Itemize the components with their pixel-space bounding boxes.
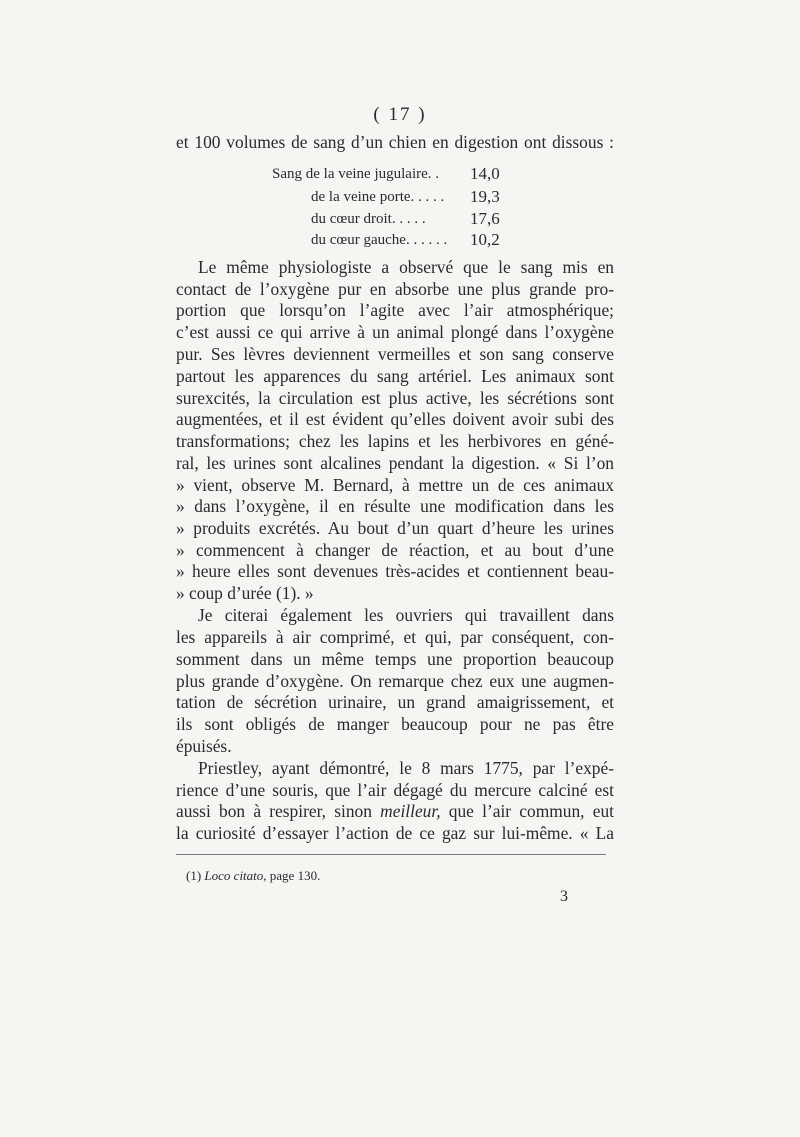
paragraph-line: Priestley, ayant démontré, le 8 mars 1775, par l’expé- <box>198 758 614 778</box>
paragraph-line: augmentées, et il est évident qu’elles doivent avoir subi des <box>176 409 614 429</box>
footnote-rule <box>176 854 606 855</box>
paragraph-line: portion que lorsqu’on l’agite avec l’air atmosphérique; <box>176 300 614 320</box>
paragraph-line: épuisés. <box>176 736 232 756</box>
intro-line: et 100 volumes de sang d’un chien en digestion ont dissous : <box>176 132 614 152</box>
table-value: 10,2 <box>470 230 500 249</box>
paragraph-line: » produits excrétés. Au bout d’un quart d’heure les urines <box>176 518 614 538</box>
footnote <box>186 868 320 884</box>
table-value: 17,6 <box>470 209 500 228</box>
paragraph-line: tation de sécrétion urinaire, un grand amaigrissement, et <box>176 692 614 712</box>
paragraph-line: Le même physiologiste a observé que le sang mis en <box>198 257 614 277</box>
footnote-italic: Loco citato, <box>204 868 267 883</box>
table-value: 14,0 <box>470 164 500 183</box>
table-label: de la veine porte. . . . . <box>311 189 445 205</box>
paragraph-line <box>176 800 614 822</box>
table-label: Sang de la veine jugulaire. . <box>272 166 440 182</box>
table-label: du cœur gauche. . . . . . <box>311 232 448 248</box>
paragraph-line: plus grande d’oxygène. On remarque chez eux une augmen- <box>176 671 614 691</box>
italic-word: meilleur, <box>380 801 441 821</box>
footnote-text: page 130. <box>266 868 321 883</box>
paragraph-line: partout les apparences du sang artériel. Les animaux sont <box>176 366 614 386</box>
paragraph-line: la curiosité d’essayer l’action de ce gaz sur lui-même. « La <box>176 823 614 843</box>
table-value: 19,3 <box>470 187 500 206</box>
paragraph-line: pur. Ses lèvres deviennent vermeilles et son sang conserve <box>176 344 614 364</box>
paragraph-line: » dans l’oxygène, il en résulte une modification dans les <box>176 496 614 516</box>
table-label: du cœur droit. . . . . <box>311 211 426 227</box>
line-text: que l’air commun, eut <box>440 801 614 821</box>
paragraph-line: » vient, observe M. Bernard, à mettre un de ces animaux <box>176 475 614 495</box>
paragraph-line: surexcités, la circulation est plus active, les sécrétions sont <box>176 388 614 408</box>
paragraph-line: transformations; chez les lapins et les herbivores en géné- <box>176 431 614 451</box>
signature-mark: 3 <box>560 888 568 905</box>
paragraph-line: » commencent à changer de réaction, et au bout d’une <box>176 540 614 560</box>
paragraph-line: c’est aussi ce qui arrive à un animal plongé dans l’oxygène <box>176 322 614 342</box>
paragraph-line: rience d’une souris, que l’air dégagé du mercure calciné est <box>176 780 614 800</box>
line-text: aussi bon à respirer, sinon <box>176 801 381 821</box>
page-number: ( 17 ) <box>373 104 427 125</box>
paragraph-line: ral, les urines sont alcalines pendant la digestion. « Si l’on <box>176 453 614 473</box>
footnote-marker: (1) <box>186 868 205 883</box>
paragraph-line: » coup d’urée (1). » <box>176 583 314 603</box>
paragraph-line: les appareils à air comprimé, et qui, par conséquent, con- <box>176 627 614 647</box>
paragraph-line: Je citerai également les ouvriers qui travaillent dans <box>198 605 614 625</box>
paragraph-line: » heure elles sont devenues très-acides et contiennent beau- <box>176 561 614 581</box>
paragraph-line: contact de l’oxygène pur en absorbe une plus grande pro- <box>176 279 614 299</box>
paragraph-line: ils sont obligés de manger beaucoup pour ne pas être <box>176 714 614 734</box>
paragraph-line: somment dans un même temps une proportion beaucoup <box>176 649 614 669</box>
